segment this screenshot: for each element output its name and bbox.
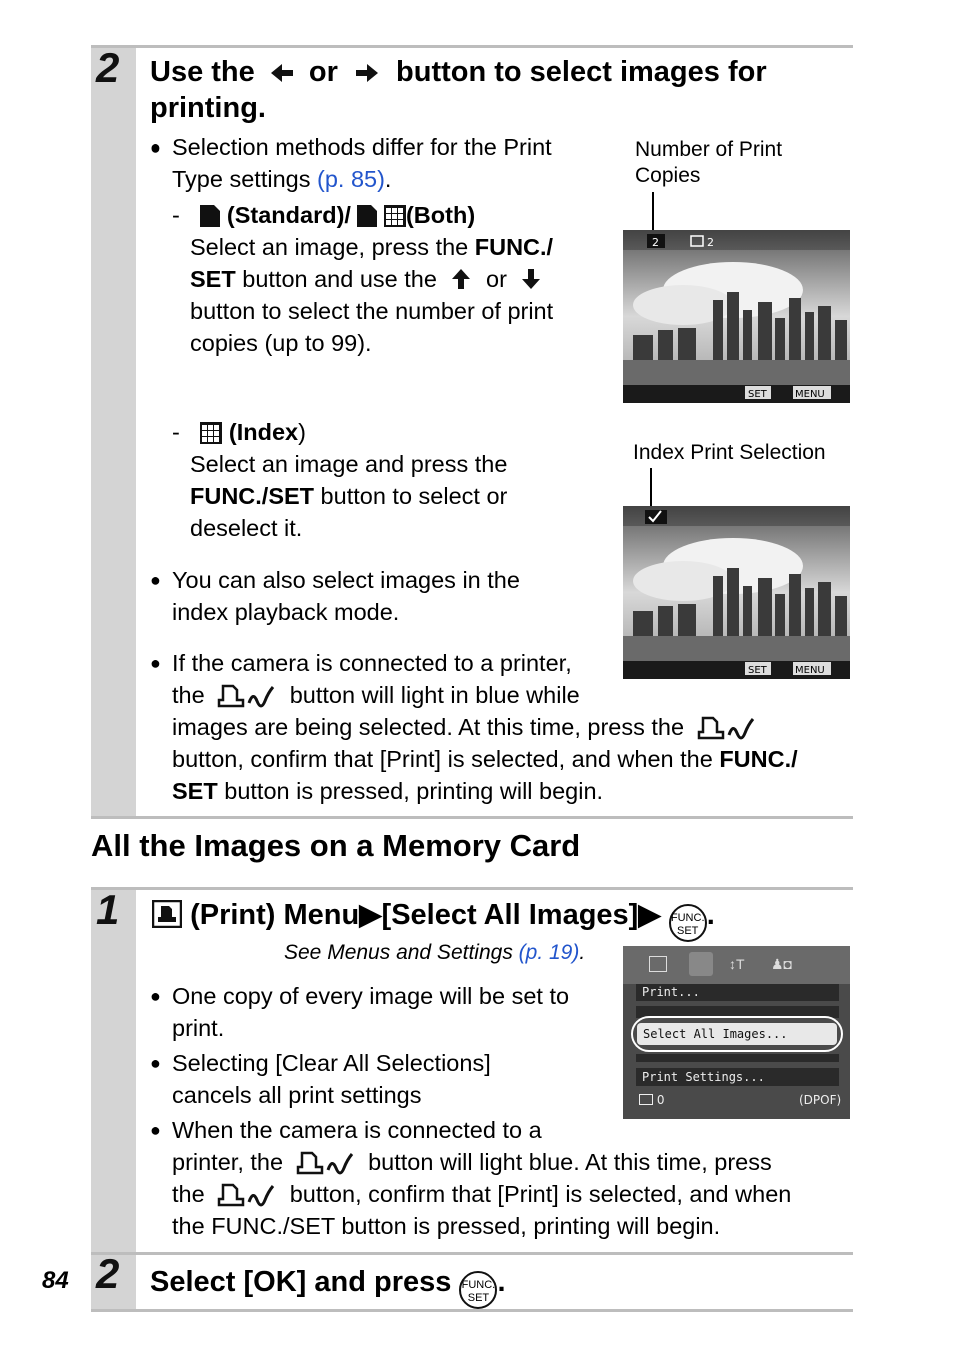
menu-item-hidden — [636, 1054, 839, 1062]
top-rule — [91, 45, 853, 48]
index-option: - (Index) — [172, 419, 306, 445]
lcd-screenshot-copies — [623, 230, 850, 403]
menu-footer-dpof: (DPOF) — [799, 1093, 842, 1107]
callout-number-of-copies: Number of Print Copies — [635, 138, 783, 187]
index-print-icon — [200, 422, 222, 444]
lcd-print-menu — [623, 946, 850, 1119]
standard-print-icon — [357, 205, 377, 227]
standard-both-option: - (Standard)/ (Both) — [172, 202, 476, 228]
city-photo — [623, 506, 850, 679]
bullet-printer-connected: ● If the camera is connected to a printer, the button will light in blue while images are being selected. At this time, press the button, confirm that [Print] is selected, and when the FUNC./ SET button is pressed, printing will begin. — [150, 650, 798, 804]
callout-index-selection: Index Print Selection — [633, 441, 826, 464]
func-set-button-icon: FUNC. SET — [459, 1271, 497, 1309]
print-tab-icon[interactable] — [689, 952, 713, 976]
step2-rule — [91, 1252, 853, 1255]
down-arrow-icon — [521, 268, 541, 290]
section-rule — [91, 816, 853, 819]
arrow-right-icon: ▶ — [638, 899, 661, 931]
lcd-screenshot-index — [623, 506, 850, 679]
arrow-right-icon: ▶ — [359, 899, 382, 931]
step-number: 2 — [96, 44, 120, 91]
bullet-clear-all: ● Selecting [Clear All Selections] cancels all print settings — [150, 1050, 491, 1108]
print-share-icon — [296, 1150, 356, 1176]
page-link-85[interactable]: (p. 85) — [317, 166, 385, 192]
city-photo — [623, 230, 850, 403]
print-count-icon — [639, 1094, 653, 1105]
bottom-rule — [91, 1309, 853, 1312]
menu-footer-count: 0 — [639, 1093, 664, 1107]
svg-text:SET: SET — [748, 665, 767, 676]
step-sidebar — [91, 890, 136, 1253]
print-share-icon — [217, 1182, 277, 1208]
bullet-camera-connected: ● When the camera is connected to a printer, the button will light blue. At this time, press the button, confirm that [Print] is selected, and when the FUNC./SET button is pressed, printing will begin. — [150, 1117, 792, 1239]
svg-text:MENU: MENU — [795, 665, 825, 676]
bullet-selection-methods: ● Selection methods differ for the Print Type settings (p. 85). — [150, 134, 552, 192]
total-count: 2 — [707, 236, 714, 249]
menu-item-select-all[interactable]: Select All Images... — [637, 1023, 837, 1045]
menu-tab-bar — [623, 946, 850, 984]
bullet-index-playback: ● You can also select images in the index playback mode. — [150, 567, 520, 625]
svg-text:MENU: MENU — [795, 389, 825, 400]
print-share-icon — [697, 715, 757, 741]
copy-count: 2 — [652, 236, 659, 249]
standard-description: Select an image, press the FUNC./ SET button and use the or button to select the number of print copies (up to 99). — [190, 234, 554, 356]
menu-item-print-settings[interactable]: Print Settings... — [636, 1068, 839, 1086]
print-share-icon — [217, 683, 277, 709]
step-number: 2 — [96, 1250, 120, 1297]
settings-tab-icon[interactable]: ↕T — [729, 956, 745, 972]
right-arrow-icon — [354, 62, 380, 84]
step-sidebar — [91, 48, 136, 818]
page-number: 84 — [42, 1267, 69, 1294]
print-menu-icon — [152, 900, 182, 928]
up-arrow-icon — [451, 268, 471, 290]
play-tab-icon[interactable] — [649, 956, 667, 972]
section-title: All the Images on a Memory Card — [91, 828, 581, 863]
see-menus-note: See Menus and Settings (p. 19). — [284, 941, 586, 964]
func-set-button-icon: FUNC. SET — [669, 904, 707, 942]
svg-text:SET: SET — [748, 389, 767, 400]
step1-rule — [91, 887, 853, 890]
index-description: Select an image and press the FUNC./SET button to select or deselect it. — [190, 451, 508, 541]
step-heading: Use the or button to select images for printing. — [150, 56, 767, 124]
step1-heading: (Print) Menu▶[Select All Images]▶ FUNC. SET . — [152, 895, 852, 942]
left-arrow-icon — [269, 62, 295, 84]
bullet-one-copy: ● One copy of every image will be set to print. — [150, 983, 570, 1041]
page-link-19[interactable]: (p. 19) — [518, 941, 580, 964]
index-print-icon — [384, 205, 406, 227]
standard-print-icon — [200, 205, 220, 227]
menu-item-print[interactable]: Print... — [636, 984, 839, 1001]
step2b-heading: Select [OK] and press FUNC. SET . — [150, 1262, 506, 1309]
my-camera-tab-icon[interactable]: ♟◘ — [771, 956, 793, 972]
step-number: 1 — [96, 886, 120, 933]
